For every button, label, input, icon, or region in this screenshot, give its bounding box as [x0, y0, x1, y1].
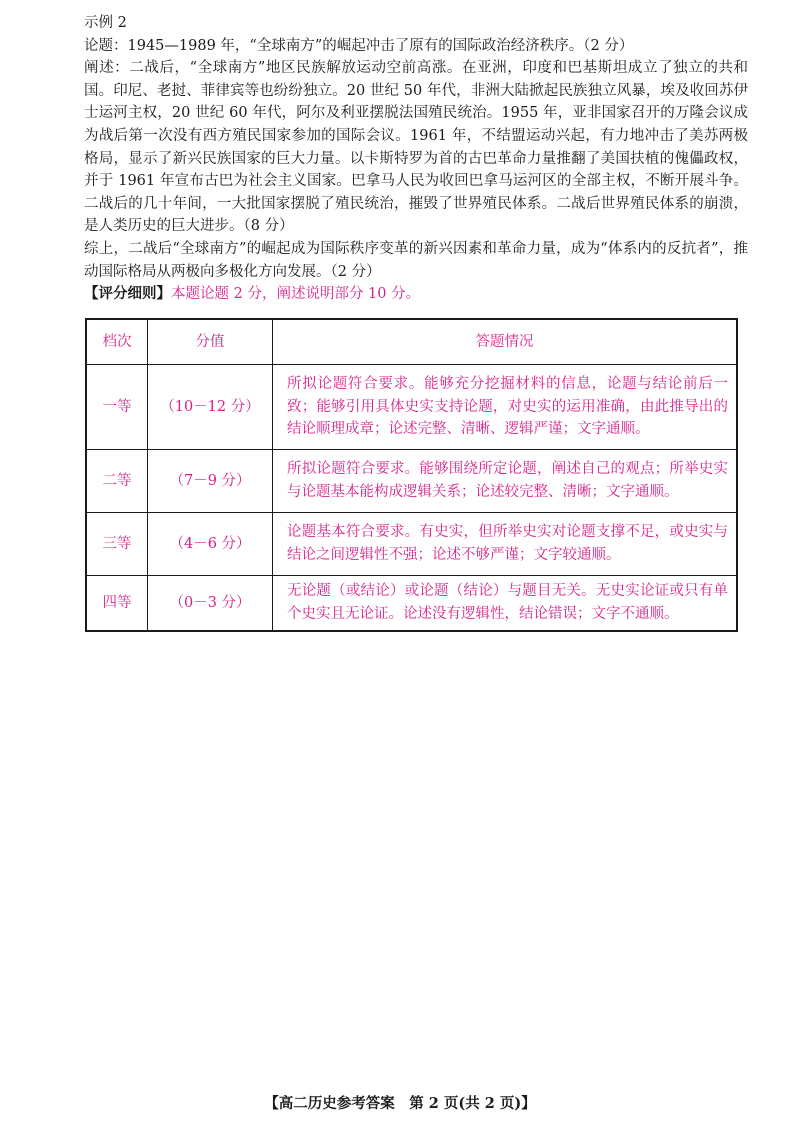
answer-content	[84, 12, 748, 306]
header-grade: 档次	[86, 319, 148, 365]
table-header-row	[86, 319, 737, 365]
example-heading: 示例 2	[84, 15, 127, 31]
rubric-line	[84, 283, 748, 306]
description-cell: 所拟论题符合要求。能够充分挖掘材料的信息，论题与结论前后一致；能够引用具体史实支持论题，对史实的运用准确，由此推导出的结论顺理成章；论述完整、清晰、逻辑严谨；文字通顺。	[273, 365, 738, 450]
grade-cell: 四等	[86, 576, 148, 632]
grading-table	[85, 318, 738, 632]
score-cell: （10－12 分）	[148, 365, 273, 450]
rubric-note: 本题论题 2 分，阐述说明部分 10 分。	[171, 286, 421, 303]
page-footer: 【高二历史参考答案 第 2 页(共 2 页)】	[264, 1095, 536, 1112]
grade-cell: 三等	[86, 513, 148, 576]
score-cell: （0－3 分）	[148, 576, 273, 632]
table-row	[86, 450, 737, 513]
description-cell: 论题基本符合要求。有史实，但所举史实对论题支撑不足，或史实与结论之间逻辑性不强；论述不够严谨；文字较通顺。	[273, 513, 738, 576]
header-score: 分值	[148, 319, 273, 365]
conclusion-paragraph: 综上，二战后“全球南方”的崛起成为国际秩序变革的新兴因素和革命力量，成为“体系内的反抗者”，推动国际格局从两极向多极化方向发展。（2 分）	[84, 240, 748, 280]
table-row	[86, 513, 737, 576]
grade-cell: 一等	[86, 365, 148, 450]
score-cell: （4－6 分）	[148, 513, 273, 576]
elaboration-paragraph: 阐述：二战后，“全球南方”地区民族解放运动空前高涨。在亚洲，印度和巴基斯坦成立了独立的共和国。印尼、老挝、菲律宾等也纷纷独立。20 世纪 50 年代，非洲大陆掀起民族独立风暴，埃及收回苏伊士运河主权，20 世纪 60 年代，阿尔及利亚摆脱法国殖民统治。1955 年，亚非国家召开的万隆会议成为战后第一次没有西方殖民国家参加的国际会议。1961 年，不结盟运动兴起，有力地冲击了美苏两极格局，显示了新兴民族国家的巨大力量。以卡斯特罗为首的古巴革命力量推翻了美国扶植的傀儡政权，并于 1961 年宣布古巴为社会主义国家。巴拿马人民为收回巴拿马运河区的全部主权，不断开展斗争。二战后的几十年间，一大批国家摆脱了殖民统治，摧毁了世界殖民体系。二战后世界殖民体系的崩溃，是人类历史的巨大进步。（8 分）	[84, 60, 748, 235]
score-cell: （7－9 分）	[148, 450, 273, 513]
thesis-paragraph: 论题：1945—1989 年，“全球南方”的崛起冲击了原有的国际政治经济秩序。（2 分）	[84, 37, 634, 54]
table-row	[86, 365, 737, 450]
rubric-label: 【评分细则】	[84, 285, 171, 303]
description-cell: 所拟论题符合要求。能够围绕所定论题，阐述自己的观点；所举史实与论题基本能构成逻辑关系；论述较完整、清晰；文字通顺。	[273, 450, 738, 513]
description-cell: 无论题（或结论）或论题（结论）与题目无关。无史实论证或只有单个史实且无论证。论述没有逻辑性，结论错误；文字不通顺。	[273, 576, 738, 632]
header-description: 答题情况	[273, 319, 738, 365]
grade-cell: 二等	[86, 450, 148, 513]
table-row	[86, 576, 737, 632]
